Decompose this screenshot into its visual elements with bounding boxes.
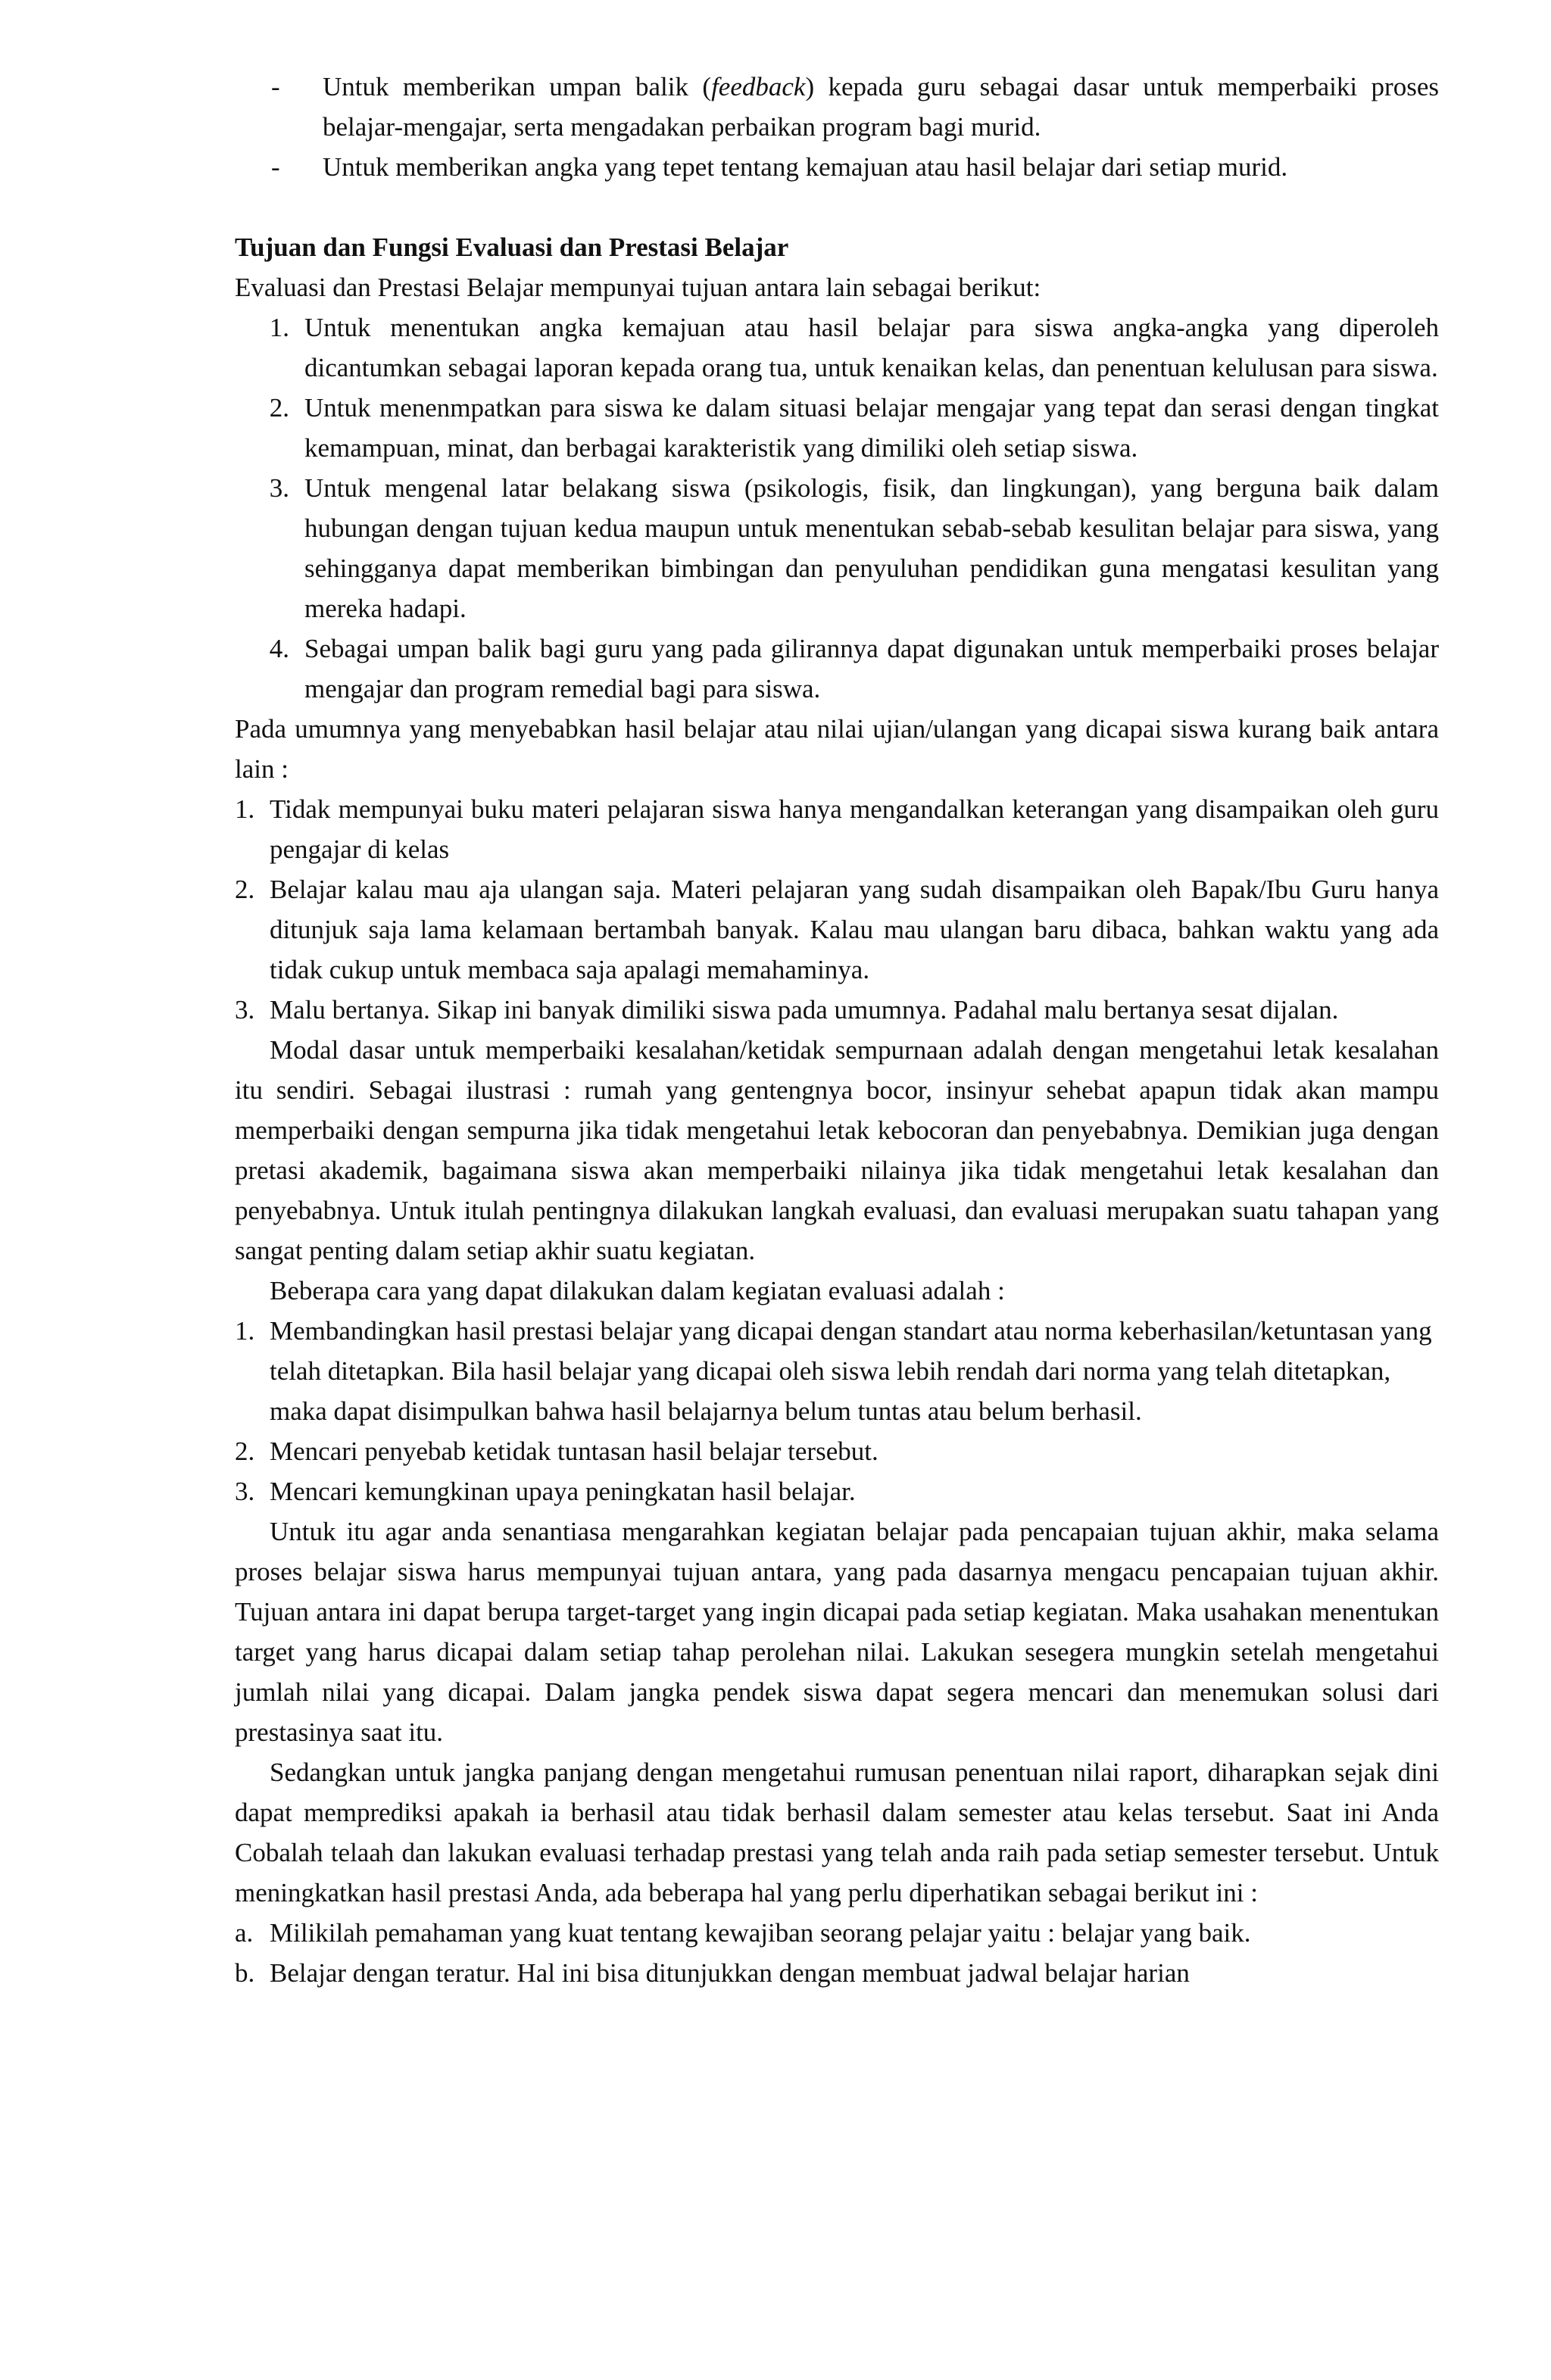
list-marker: 2. xyxy=(235,1436,255,1466)
list-item-text: Mencari kemungkinan upaya peningkatan hasil belajar. xyxy=(270,1477,856,1506)
list-item xyxy=(235,307,1439,388)
spacer xyxy=(235,187,1439,227)
list-item xyxy=(235,789,1439,869)
feedback-purpose-list xyxy=(235,67,1439,187)
list-marker: 4. xyxy=(269,634,289,663)
list-marker: - xyxy=(271,72,280,101)
list-item-text: Belajar dengan teratur. Hal ini bisa ditunjukkan dengan membuat jadwal belajar harian xyxy=(270,1958,1190,1988)
list-item xyxy=(235,1311,1439,1431)
list-item xyxy=(235,990,1439,1030)
list-item xyxy=(235,1953,1439,1993)
tips-list xyxy=(235,1913,1439,1993)
list-item-text: Mencari penyebab ketidak tuntasan hasil belajar tersebut. xyxy=(270,1436,878,1466)
list-item-text: Untuk menentukan angka kemajuan atau hasil belajar para siswa angka-angka yang diperoleh dicantumkan sebagai laporan kepada orang tua, untuk kenaikan kelas, dan penentuan kelulusan para siswa. xyxy=(304,313,1439,382)
list-marker: 2. xyxy=(269,393,289,423)
tujuan-list xyxy=(235,307,1439,709)
cara-list xyxy=(235,1311,1439,1511)
list-item xyxy=(235,1471,1439,1511)
paragraph-modal-dasar: Modal dasar untuk memperbaiki kesalahan/ketidak sempurnaan adalah dengan mengetahui letak kesalahan itu sendiri. Sebagai ilustrasi : rumah yang gentengnya bocor, insinyur sehebat apapun tidak akan mampu memperbaiki dengan sempurna jika tidak mengetahui letak kebocoran dan penyebabnya. Demikian juga dengan pretasi akademik, bagaimana siswa akan memperbaiki nilainya jika tidak mengetahui letak kesalahan dan penyebabnya. Untuk itulah pentingnya dilakukan langkah evaluasi, dan evaluasi merupakan suatu tahapan yang sangat penting dalam setiap akhir suatu kegiatan. xyxy=(235,1035,1439,1265)
list-item xyxy=(235,468,1439,629)
list-item xyxy=(235,1431,1439,1471)
cara-intro: Beberapa cara yang dapat dilakukan dalam kegiatan evaluasi adalah : xyxy=(270,1276,1005,1305)
list-marker: 1. xyxy=(235,1316,255,1346)
list-item xyxy=(235,67,1439,147)
list-marker: 3. xyxy=(235,1477,255,1506)
list-item xyxy=(235,1913,1439,1953)
list-marker: 3. xyxy=(235,995,255,1025)
list-marker: b. xyxy=(235,1958,255,1988)
list-item xyxy=(235,629,1439,709)
penyebab-intro: Pada umumnya yang menyebabkan hasil belajar atau nilai ujian/ulangan yang dicapai siswa kurang baik antara lain : xyxy=(235,714,1439,784)
list-marker: 1. xyxy=(269,313,289,342)
list-item xyxy=(235,388,1439,468)
list-item-text: Membandingkan hasil prestasi belajar yang dicapai dengan standart atau norma keberhasilan/ketuntasan yang telah ditetapkan. Bila hasil belajar yang dicapai oleh siswa lebih rendah dari norma yang telah ditetapkan, maka dapat disimpulkan bahwa hasil belajarnya belum tuntas atau belum berhasil. xyxy=(270,1316,1432,1426)
list-marker: 3. xyxy=(269,473,289,503)
paragraph-jangka-panjang: Sedangkan untuk jangka panjang dengan mengetahui rumusan penentuan nilai raport, diharapkan sejak dini dapat memprediksi apakah ia berhasil atau tidak berhasil dalam semester atau kelas tersebut. Saat ini Anda Cobalah telaah dan lakukan evaluasi terhadap prestasi yang telah anda raih pada setiap semester tersebut. Untuk meningkatkan hasil prestasi Anda, ada beberapa hal yang perlu diperhatikan sebagai berikut ini : xyxy=(235,1758,1439,1907)
section-intro: Evaluasi dan Prestasi Belajar mempunyai tujuan antara lain sebagai berikut: xyxy=(235,273,1041,302)
paragraph-tujuan-akhir: Untuk itu agar anda senantiasa mengarahkan kegiatan belajar pada pencapaian tujuan akhir, maka selama proses belajar siswa harus mempunyai tujuan antara, yang pada dasarnya mengacu pencapaian tujuan akhir. Tujuan antara ini dapat berupa target-target yang ingin dicapai pada setiap kegiatan. Maka usahakan menentukan target yang harus dicapai dalam setiap tahap perolehan nilai. Lakukan sesegera mungkin setelah mengetahui jumlah nilai yang dicapai. Dalam jangka pendek siswa dapat segera mencari dan menemukan solusi dari prestasinya saat itu. xyxy=(235,1517,1439,1747)
list-marker: a. xyxy=(235,1918,254,1948)
list-marker: 1. xyxy=(235,794,255,824)
list-item xyxy=(235,147,1439,187)
list-item-text: Malu bertanya. Sikap ini banyak dimiliki siswa pada umumnya. Padahal malu bertanya sesat dijalan. xyxy=(270,995,1339,1025)
list-marker: 2. xyxy=(235,875,255,904)
list-item-text: Sebagai umpan balik bagi guru yang pada gilirannya dapat digunakan untuk memperbaiki proses belajar mengajar dan program remedial bagi para siswa. xyxy=(304,634,1439,703)
list-item-text: Belajar kalau mau aja ulangan saja. Materi pelajaran yang sudah disampaikan oleh Bapak/Ibu Guru hanya ditunjuk saja lama kelamaan bertambah banyak. Kalau mau ulangan baru dibaca, bahkan waktu yang ada tidak cukup untuk membaca saja apalagi memahaminya. xyxy=(270,875,1439,984)
list-item-text: Untuk memberikan angka yang tepet tentang kemajuan atau hasil belajar dari setiap murid. xyxy=(323,152,1288,182)
list-item-text: Milikilah pemahaman yang kuat tentang kewajiban seorang pelajar yaitu : belajar yang baik. xyxy=(270,1918,1251,1948)
penyebab-list xyxy=(235,789,1439,1030)
list-item xyxy=(235,869,1439,990)
list-item-text: Untuk memberikan umpan balik (feedback) kepada guru sebagai dasar untuk memperbaiki proses belajar-mengajar, serta mengadakan perbaikan program bagi murid. xyxy=(323,72,1439,142)
section-heading: Tujuan dan Fungsi Evaluasi dan Prestasi Belajar xyxy=(235,232,789,262)
list-item-text: Tidak mempunyai buku materi pelajaran siswa hanya mengandalkan keterangan yang disampaikan oleh guru pengajar di kelas xyxy=(270,794,1439,864)
list-marker: - xyxy=(271,152,280,182)
list-item-text: Untuk menenmpatkan para siswa ke dalam situasi belajar mengajar yang tepat dan serasi dengan tingkat kemampuan, minat, dan berbagai karakteristik yang dimiliki oleh setiap siswa. xyxy=(304,393,1439,463)
document-page xyxy=(235,67,1439,1993)
list-item-text: Untuk mengenal latar belakang siswa (psikologis, fisik, dan lingkungan), yang berguna baik dalam hubungan dengan tujuan kedua maupun untuk menentukan sebab-sebab kesulitan belajar para siswa, yang sehingganya dapat memberikan bimbingan dan penyuluhan pendidikan guna mengatasi kesulitan yang mereka hadapi. xyxy=(304,473,1439,623)
